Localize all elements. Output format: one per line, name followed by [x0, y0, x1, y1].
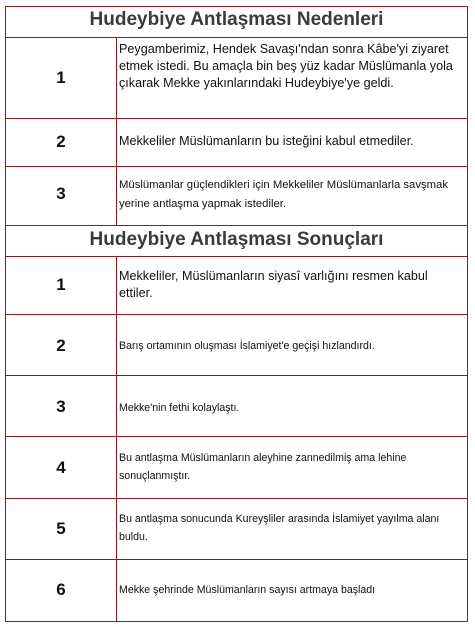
- divider: [6, 559, 467, 560]
- divider: [6, 375, 467, 376]
- row-text: Mekke'nin fethi kolaylaştı.: [119, 402, 240, 414]
- row-text: Mekkeliler, Müslümanların siyasî varlığını resmen kabul ettiler.: [119, 269, 428, 300]
- divider: [6, 166, 467, 167]
- divider: [6, 37, 467, 38]
- row-number: 1: [56, 275, 66, 294]
- row-text: Barış ortamının oluşması İslamiyet'e geçişi hızlandırdı.: [119, 340, 375, 352]
- row-text: Müslümanlar güçlendikleri için Mekkeliler Müslümanlarla savşmak yerine antlaşma yapmak istediler.: [119, 179, 448, 210]
- column-divider: [116, 37, 117, 225]
- column-divider: [116, 256, 117, 621]
- divider: [6, 436, 467, 437]
- section-title-sonuclar: Hudeybiye Antlaşması Sonuçları: [89, 229, 384, 250]
- row-number: 3: [56, 397, 66, 416]
- divider: [6, 314, 467, 315]
- row-text: Mekkeliler Müslümanların bu isteğini kabul etmediler.: [119, 134, 414, 148]
- divider: [6, 256, 467, 257]
- row-number: 1: [56, 68, 66, 87]
- row-number: 2: [56, 336, 66, 355]
- row-text: Mekke şehrinde Müslümanların sayısı artmaya başladı: [119, 584, 376, 596]
- row-number: 5: [56, 519, 66, 538]
- row-text: Bu antlaşma sonucunda Kureyşliler arasında İslamiyet yayılma alanı buldu.: [119, 513, 440, 543]
- row-number: 2: [56, 132, 66, 151]
- row-text: Bu antlaşma Müslümanların aleyhine zannedilmiş ama lehine sonuçlanmıştır.: [119, 452, 407, 482]
- section-title-nedenler: Hudeybiye Antlaşması Nedenleri: [89, 9, 384, 30]
- row-number: 4: [56, 458, 66, 477]
- row-text: Peygamberimiz, Hendek Savaşı'ndan sonra Kâbe'yi ziyaret etmek istedi. Bu amaçla bin beş yüz kadar Müslümanla yola çıkarak Mekke yakınlarındaki Hudeybiye'ye geldi.: [119, 42, 453, 90]
- row-number: 3: [56, 184, 66, 203]
- divider: [6, 118, 467, 119]
- divider: [6, 498, 467, 499]
- document-table: [5, 6, 468, 622]
- row-number: 6: [56, 580, 66, 599]
- divider: [6, 225, 467, 226]
